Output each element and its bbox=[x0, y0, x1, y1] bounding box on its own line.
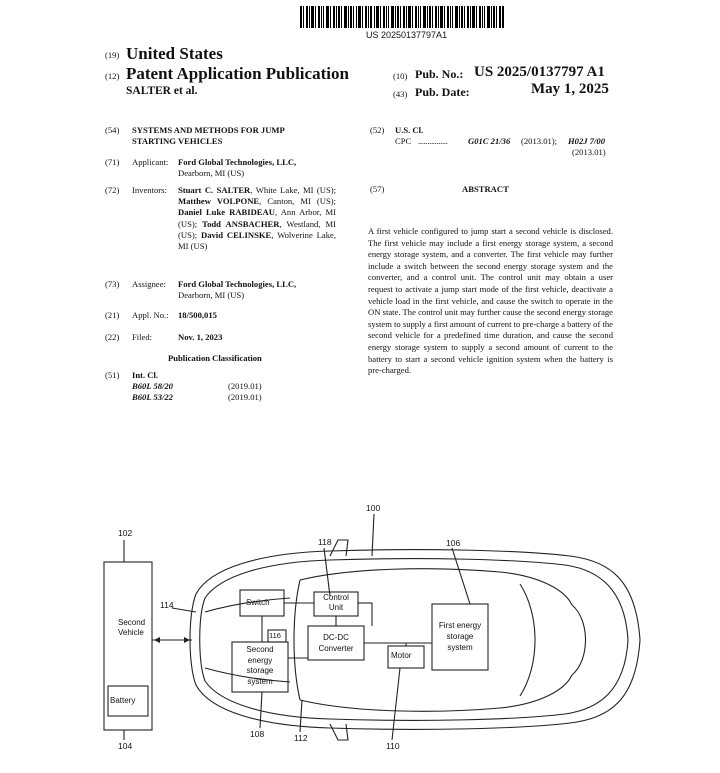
int-cl-code: B60L 58/20 bbox=[132, 381, 173, 391]
tag-71: (71) bbox=[105, 157, 120, 167]
ref-104: 104 bbox=[118, 741, 133, 751]
int-cl-label: Int. Cl. bbox=[132, 370, 159, 380]
second-ess-line-4: system bbox=[247, 676, 273, 686]
roof-line-bottom bbox=[300, 675, 572, 711]
rear-window-outer bbox=[572, 605, 586, 675]
ref-118: 118 bbox=[318, 537, 332, 547]
tag-19: (19) bbox=[105, 50, 120, 60]
publication-type: Patent Application Publication bbox=[126, 64, 349, 83]
rear-window bbox=[520, 584, 535, 696]
tag-54: (54) bbox=[105, 125, 120, 135]
ref-108: 108 bbox=[250, 729, 265, 739]
int-cl-code: B60L 53/22 bbox=[132, 392, 173, 402]
inventor-name: Matthew VOLPONE bbox=[178, 196, 260, 207]
mirror-bottom bbox=[330, 724, 348, 740]
ref-112: 112 bbox=[294, 733, 308, 743]
us-cl-label: U.S. Cl. bbox=[395, 125, 424, 135]
second-vehicle-line-1: Second bbox=[118, 618, 146, 627]
country: United States bbox=[126, 44, 223, 63]
pub-date-label: Pub. Date: bbox=[415, 85, 470, 99]
tag-12: (12) bbox=[105, 71, 120, 81]
pub-date: May 1, 2025 bbox=[531, 81, 609, 97]
tag-51: (51) bbox=[105, 370, 120, 380]
inventor-name: David CELINSKE bbox=[201, 229, 272, 240]
inventor-location: , Ann Arbor, MI (US); bbox=[178, 207, 336, 229]
cpc-code-1: G01C 21/36 bbox=[468, 136, 511, 146]
dcdc-label bbox=[310, 632, 362, 654]
applicant-location: Dearborn, MI (US) bbox=[178, 168, 245, 178]
cpc-year-2: (2013.01) bbox=[572, 147, 606, 157]
second-ess-label bbox=[232, 645, 288, 687]
int-cl-year: (2019.01) bbox=[228, 381, 262, 391]
abstract-text: A first vehicle configured to jump start a second vehicle is disclosed. The first vehicle may include a first energy storage system, a second energy storage system, and a converter. The first vehicle may further include a switch between the second energy storage system and the converter, and a control unit. The control unit may obtain a user request to activate a jump start mode of the first vehicle, deactivate a vehicle load in the first vehicle, and cause the switch to operate in the ON state. The control unit may further cause the second energy storage system to supply a first amount of current to pre-charge a battery of the second vehicle for a predefined time duration, and cause the second energy storage system to supply a second amount of current to the battery to start a second vehicle ignition system when the battery is pre-charged. bbox=[368, 226, 613, 376]
motor-label: Motor bbox=[391, 651, 412, 660]
ref-110: 110 bbox=[386, 741, 400, 751]
barcode-number: US 20250137797A1 bbox=[366, 30, 448, 40]
inventor-location: , White Lake, MI (US); bbox=[250, 185, 336, 195]
ref-106: 106 bbox=[446, 538, 461, 548]
dcdc-line-2: Converter bbox=[318, 644, 354, 653]
tag-22: (22) bbox=[105, 332, 120, 342]
first-ess-line-3: system bbox=[447, 643, 473, 652]
applicant-name: Ford Global Technologies, LLC, bbox=[178, 157, 297, 167]
filed-date: Nov. 1, 2023 bbox=[178, 332, 223, 342]
ref-100: 100 bbox=[366, 503, 381, 513]
first-ess-line-1: First energy bbox=[438, 621, 482, 630]
inventor-name: Todd ANSBACHER bbox=[202, 218, 280, 229]
title-line-2: STARTING VEHICLES bbox=[132, 136, 223, 146]
windshield-front bbox=[294, 580, 300, 700]
second-ess-line-3: storage bbox=[246, 666, 274, 675]
ref-102: 102 bbox=[118, 528, 133, 538]
first-ess-line-2: storage bbox=[446, 632, 474, 641]
car-body bbox=[190, 550, 640, 730]
second-ess-line-1: Second bbox=[246, 645, 274, 654]
inventor-location: , Wolverine Lake, MI (US) bbox=[178, 229, 336, 252]
filed-label: Filed: bbox=[132, 332, 153, 342]
mirror-top bbox=[330, 540, 348, 556]
ref-114: 114 bbox=[160, 600, 174, 610]
appl-no: 18/500,015 bbox=[178, 310, 217, 320]
inventor-location: , Canton, MI (US); bbox=[259, 196, 337, 207]
assignee-location: Dearborn, MI (US) bbox=[178, 290, 245, 300]
cpc-dots: ................ bbox=[418, 136, 448, 146]
tag-57: (57) bbox=[370, 184, 385, 194]
control-unit-label bbox=[318, 593, 354, 613]
cpc-year-1: (2013.01); bbox=[521, 136, 558, 146]
tag-73: (73) bbox=[105, 279, 120, 289]
ref-116: 116 bbox=[269, 631, 281, 640]
car-body-inner bbox=[200, 559, 628, 721]
pub-no: US 2025/0137797 A1 bbox=[474, 64, 605, 80]
applicant-label: Applicant: bbox=[132, 157, 169, 167]
second-vehicle-label bbox=[118, 618, 146, 638]
title-line-1: SYSTEMS AND METHODS FOR JUMP bbox=[132, 125, 285, 135]
inventor-location: , Westland, MI (US); bbox=[178, 218, 337, 240]
tag-52: (52) bbox=[370, 125, 385, 135]
appl-no-label: Appl. No.: bbox=[132, 310, 169, 320]
control-unit-line-1: Control bbox=[323, 593, 349, 602]
second-ess-line-2: energy bbox=[247, 655, 273, 665]
second-vehicle-line-2: Vehicle bbox=[118, 628, 144, 637]
pub-no-label: Pub. No.: bbox=[415, 67, 464, 81]
tag-43: (43) bbox=[393, 89, 408, 99]
int-cl-year: (2019.01) bbox=[228, 392, 262, 402]
tag-72: (72) bbox=[105, 185, 120, 195]
tag-21: (21) bbox=[105, 310, 120, 320]
cpc-code-2: H02J 7/00 bbox=[568, 136, 606, 146]
inventor-name: Daniel Luke RABIDEAU bbox=[178, 207, 275, 218]
authors: SALTER et al. bbox=[126, 85, 198, 97]
inventor-name: Stuart C. SALTER bbox=[178, 185, 251, 195]
tag-10: (10) bbox=[393, 71, 408, 81]
assignee-name: Ford Global Technologies, LLC, bbox=[178, 279, 297, 289]
abstract-heading: ABSTRACT bbox=[462, 184, 509, 194]
publication-classification-heading: Publication Classification bbox=[168, 353, 262, 363]
first-ess-label bbox=[432, 620, 488, 653]
battery-label: Battery bbox=[110, 696, 136, 705]
switch-label: Switch bbox=[246, 598, 270, 607]
inventors-label: Inventors: bbox=[132, 185, 167, 195]
control-unit-line-2: Unit bbox=[328, 603, 344, 612]
dcdc-line-1: DC-DC bbox=[323, 633, 349, 642]
assignee-label: Assignee: bbox=[132, 279, 166, 289]
cpc-label: CPC bbox=[395, 136, 412, 146]
